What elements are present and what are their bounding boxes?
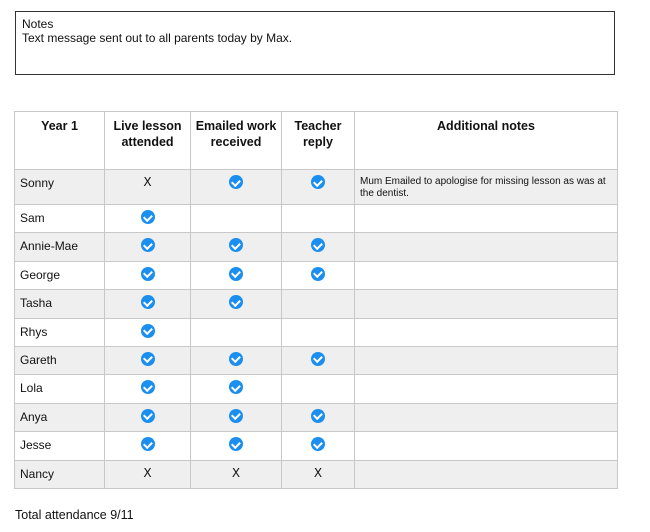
teacher-reply-cell bbox=[282, 375, 355, 403]
table-header-row bbox=[15, 112, 618, 170]
check-circle-icon bbox=[141, 295, 155, 309]
header-teacher-reply: Teacher reply bbox=[282, 112, 355, 170]
student-name: Gareth bbox=[15, 346, 105, 374]
additional-note bbox=[355, 460, 618, 488]
table-row bbox=[15, 432, 618, 460]
additional-note bbox=[355, 346, 618, 374]
cross-mark: X bbox=[313, 465, 323, 480]
notes-text: Text message sent out to all parents today by Max. bbox=[22, 31, 293, 45]
emailed-work-cell bbox=[191, 403, 282, 431]
teacher-reply-cell bbox=[282, 403, 355, 431]
teacher-reply-cell bbox=[282, 318, 355, 346]
emailed-work-cell bbox=[191, 432, 282, 460]
table-row bbox=[15, 318, 618, 346]
teacher-reply-cell bbox=[282, 233, 355, 261]
check-circle-icon bbox=[141, 238, 155, 252]
teacher-reply-cell bbox=[282, 460, 355, 488]
check-circle-icon bbox=[311, 352, 325, 366]
check-circle-icon bbox=[141, 267, 155, 281]
additional-note bbox=[355, 290, 618, 318]
table-row bbox=[15, 233, 618, 261]
check-circle-icon bbox=[229, 380, 243, 394]
check-circle-icon bbox=[229, 175, 243, 189]
check-circle-icon bbox=[229, 352, 243, 366]
check-circle-icon bbox=[311, 175, 325, 189]
check-circle-icon bbox=[229, 295, 243, 309]
notes-box bbox=[15, 11, 615, 75]
emailed-work-cell bbox=[191, 375, 282, 403]
student-name: Jesse bbox=[15, 432, 105, 460]
check-circle-icon bbox=[229, 437, 243, 451]
live-lesson-cell bbox=[105, 170, 191, 205]
student-name: Anya bbox=[15, 403, 105, 431]
cross-mark: X bbox=[231, 465, 241, 480]
check-circle-icon bbox=[229, 267, 243, 281]
check-circle-icon bbox=[229, 409, 243, 423]
check-circle-icon bbox=[141, 409, 155, 423]
live-lesson-cell bbox=[105, 261, 191, 289]
student-name: George bbox=[15, 261, 105, 289]
check-circle-icon bbox=[141, 437, 155, 451]
live-lesson-cell bbox=[105, 346, 191, 374]
check-circle-icon bbox=[141, 324, 155, 338]
check-circle-icon bbox=[141, 210, 155, 224]
check-circle-icon bbox=[311, 238, 325, 252]
check-circle-icon bbox=[311, 409, 325, 423]
header-live-lesson: Live lesson attended bbox=[105, 112, 191, 170]
table-row bbox=[15, 261, 618, 289]
student-name: Lola bbox=[15, 375, 105, 403]
additional-note bbox=[355, 205, 618, 233]
live-lesson-cell bbox=[105, 403, 191, 431]
check-circle-icon bbox=[141, 380, 155, 394]
header-emailed-work: Emailed work received bbox=[191, 112, 282, 170]
live-lesson-cell bbox=[105, 233, 191, 261]
emailed-work-cell bbox=[191, 205, 282, 233]
emailed-work-cell bbox=[191, 233, 282, 261]
table-row bbox=[15, 460, 618, 488]
emailed-work-cell bbox=[191, 460, 282, 488]
total-attendance: Total attendance 9/11 bbox=[15, 508, 134, 522]
live-lesson-cell bbox=[105, 318, 191, 346]
student-name: Sonny bbox=[15, 170, 105, 205]
student-name: Tasha bbox=[15, 290, 105, 318]
emailed-work-cell bbox=[191, 170, 282, 205]
additional-note bbox=[355, 261, 618, 289]
additional-note: Mum Emailed to apologise for missing lesson as was at the dentist. bbox=[355, 170, 618, 205]
student-name: Nancy bbox=[15, 460, 105, 488]
teacher-reply-cell bbox=[282, 170, 355, 205]
teacher-reply-cell bbox=[282, 205, 355, 233]
additional-note bbox=[355, 375, 618, 403]
live-lesson-cell bbox=[105, 205, 191, 233]
table-row bbox=[15, 375, 618, 403]
table-body bbox=[15, 170, 618, 489]
table-row bbox=[15, 205, 618, 233]
table-row bbox=[15, 290, 618, 318]
additional-note bbox=[355, 233, 618, 261]
live-lesson-cell bbox=[105, 460, 191, 488]
check-circle-icon bbox=[311, 267, 325, 281]
cross-mark: X bbox=[143, 465, 152, 480]
teacher-reply-cell bbox=[282, 346, 355, 374]
notes-title: Notes bbox=[22, 17, 54, 31]
student-name: Rhys bbox=[15, 318, 105, 346]
table-row bbox=[15, 403, 618, 431]
teacher-reply-cell bbox=[282, 290, 355, 318]
cross-mark: X bbox=[143, 175, 152, 189]
additional-note bbox=[355, 318, 618, 346]
header-additional-notes: Additional notes bbox=[355, 112, 618, 170]
teacher-reply-cell bbox=[282, 432, 355, 460]
teacher-reply-cell bbox=[282, 261, 355, 289]
live-lesson-cell bbox=[105, 432, 191, 460]
header-year: Year 1 bbox=[15, 112, 105, 170]
attendance-table bbox=[14, 111, 618, 489]
student-name: Sam bbox=[15, 205, 105, 233]
check-circle-icon bbox=[141, 352, 155, 366]
check-circle-icon bbox=[229, 238, 243, 252]
table-row bbox=[15, 346, 618, 374]
emailed-work-cell bbox=[191, 318, 282, 346]
additional-note bbox=[355, 432, 618, 460]
live-lesson-cell bbox=[105, 375, 191, 403]
live-lesson-cell bbox=[105, 290, 191, 318]
emailed-work-cell bbox=[191, 290, 282, 318]
table-row bbox=[15, 170, 618, 205]
student-name: Annie-Mae bbox=[15, 233, 105, 261]
additional-note bbox=[355, 403, 618, 431]
emailed-work-cell bbox=[191, 261, 282, 289]
emailed-work-cell bbox=[191, 346, 282, 374]
check-circle-icon bbox=[311, 437, 325, 451]
